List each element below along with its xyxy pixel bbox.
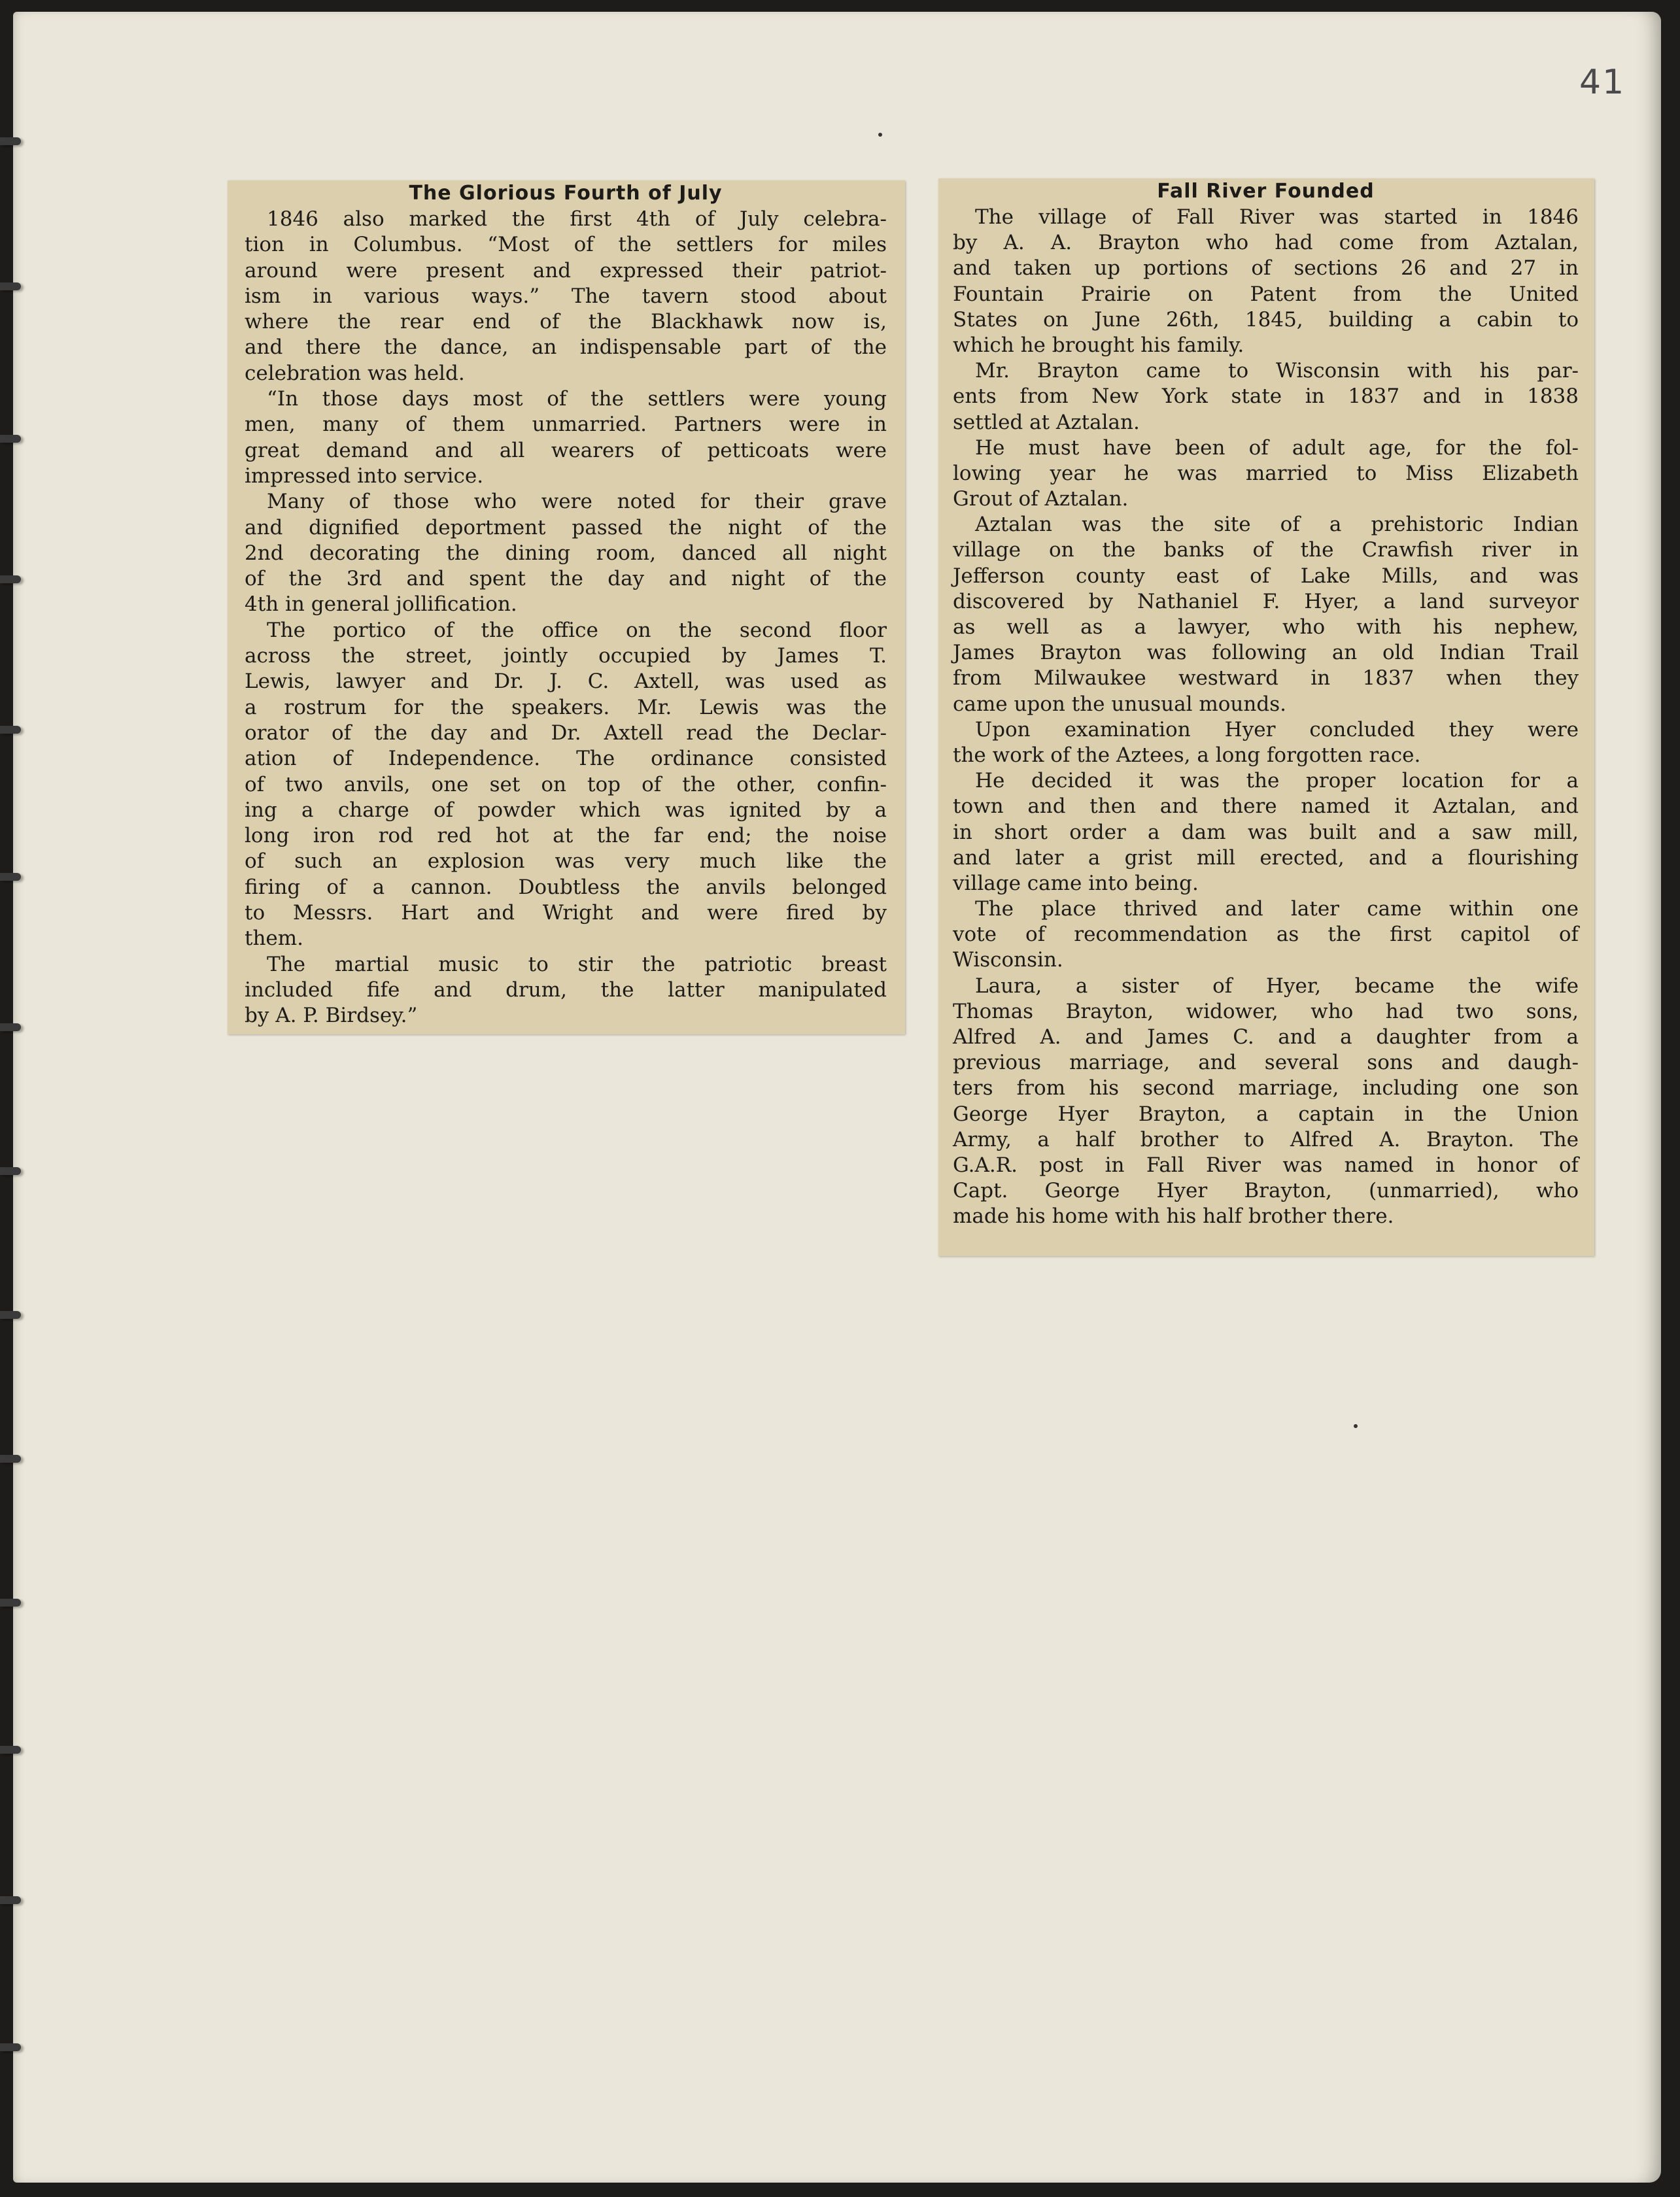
article-line: village came into being. [953, 871, 1199, 895]
article-line: lowing year he was married to Miss Elizabeth [953, 461, 1579, 485]
article-line: ing a charge of powder which was ignited by a [245, 798, 887, 822]
page-speck [1354, 1424, 1358, 1428]
binding-hole [0, 137, 21, 145]
article-line: to Messrs. Hart and Wright and were fired by [245, 901, 887, 925]
article-line: Grout of Aztalan. [953, 487, 1129, 511]
article-line: town and then and there named it Aztalan, and [953, 794, 1579, 819]
article-line: of the 3rd and spent the day and night of the [245, 567, 887, 591]
clipping-headline: The Glorious Fourth of July [409, 182, 723, 205]
article-line: previous marriage, and several sons and daugh- [953, 1051, 1579, 1075]
article-line: and later a grist mill erected, and a flourishing [953, 845, 1579, 870]
article-line: men, many of them unmarried. Partners were in [245, 413, 887, 437]
clipping-headline: Fall River Founded [1157, 180, 1375, 203]
page-speck [878, 133, 882, 137]
article-line: the work of the Aztees, a long forgotten race. [953, 743, 1421, 767]
article-line: 2nd decorating the dining room, danced all night [245, 541, 887, 565]
article-line: The portico of the office on the second floor [267, 618, 887, 642]
article-line: which he brought his family. [953, 333, 1244, 357]
binding-hole [0, 726, 21, 734]
binding-hole [0, 575, 21, 583]
article-line: of two anvils, one set on top of the other, confin- [245, 772, 887, 796]
article-line: discovered by Nathaniel F. Hyer, a land surveyor [953, 589, 1579, 613]
article-line: Many of those who were noted for their grave [267, 490, 887, 514]
binding-hole [0, 2043, 21, 2051]
article-line: where the rear end of the Blackhawk now is, [245, 310, 887, 334]
article-line: He decided it was the proper location for a [975, 769, 1579, 793]
binding-hole [0, 1311, 21, 1319]
article-line: orator of the day and Dr. Axtell read the Declar- [245, 721, 887, 745]
article-line: Wisconsin. [953, 948, 1063, 972]
article-line: Jefferson county east of Lake Mills, and was [953, 564, 1579, 588]
article-line: of such an explosion was very much like the [245, 849, 887, 874]
article-line: Laura, a sister of Hyer, became the wife [975, 974, 1579, 998]
clipping-glorious-fourth [228, 180, 905, 1034]
article-line: celebration was held. [245, 361, 465, 385]
article-line: Capt. George Hyer Brayton, (unmarried), who [953, 1179, 1579, 1203]
binding-hole [0, 1599, 21, 1607]
article-line: around were present and expressed their patriot- [245, 258, 887, 282]
clipping-body [245, 207, 887, 1029]
article-line: ation of Independence. The ordinance consisted [245, 747, 887, 771]
article-line: long iron rod red hot at the far end; the noise [245, 824, 887, 848]
binding-hole [0, 873, 21, 881]
binding-hole [0, 1896, 21, 1904]
article-line: The village of Fall River was started in 1846 [975, 205, 1579, 229]
article-line: across the street, jointly occupied by James T. [245, 644, 887, 668]
article-line: The place thrived and later came within one [975, 897, 1579, 921]
article-line: and taken up portions of sections 26 and 27 in [953, 256, 1579, 281]
article-line: Alfred A. and James C. and a daughter from a [953, 1025, 1579, 1049]
article-line: Fountain Prairie on Patent from the United [953, 282, 1579, 306]
article-line: ents from New York state in 1837 and in 1838 [953, 384, 1579, 409]
binding-hole [0, 1023, 21, 1031]
binding-hole [0, 1746, 21, 1754]
article-line: them. [245, 927, 304, 951]
article-line: a rostrum for the speakers. Mr. Lewis was the [245, 695, 887, 719]
article-line: by A. P. Birdsey.” [245, 1004, 418, 1028]
scrapbook-page [13, 12, 1661, 2183]
article-line: vote of recommendation as the first capitol of [953, 923, 1579, 947]
article-line: States on June 26th, 1845, building a cabin to [953, 307, 1579, 332]
article-line: tion in Columbus. “Most of the settlers for miles [245, 233, 887, 257]
article-line: in short order a dam was built and a saw mill, [953, 820, 1579, 844]
article-line: firing of a cannon. Doubtless the anvils belonged [245, 875, 887, 899]
clipping-fall-river-founded [938, 179, 1594, 1256]
article-line: by A. A. Brayton who had come from Aztalan, [953, 231, 1579, 255]
article-line: Mr. Brayton came to Wisconsin with his par- [975, 359, 1579, 383]
binding-hole [0, 1455, 21, 1463]
article-line: Aztalan was the site of a prehistoric Indian [975, 513, 1579, 537]
article-line: settled at Aztalan. [953, 410, 1140, 434]
article-line: George Hyer Brayton, a captain in the Union [953, 1102, 1579, 1126]
article-line: G.A.R. post in Fall River was named in honor of [953, 1153, 1579, 1177]
article-line: from Milwaukee westward in 1837 when they [953, 666, 1579, 690]
binding-hole [0, 435, 21, 443]
article-line: Thomas Brayton, widower, who had two sons, [953, 999, 1579, 1023]
article-line: ism in various ways.” The tavern stood about [245, 284, 887, 308]
article-line: ters from his second marriage, including one son [953, 1076, 1579, 1100]
article-line: Lewis, lawyer and Dr. J. C. Axtell, was used as [245, 670, 887, 694]
page-number: 41 [1579, 63, 1626, 102]
article-line: made his home with his half brother there. [953, 1204, 1394, 1229]
article-line: The martial music to stir the patriotic breast [267, 952, 887, 976]
article-line: included fife and drum, the latter manipulated [245, 978, 887, 1002]
article-line: James Brayton was following an old Indian Trail [953, 641, 1579, 665]
article-line: and dignified deportment passed the night of the [245, 515, 887, 539]
article-line: came upon the unusual mounds. [953, 692, 1286, 716]
binding-hole [0, 282, 21, 290]
article-line: great demand and all wearers of petticoats were [245, 438, 887, 462]
article-line: impressed into service. [245, 464, 484, 488]
article-line: village on the banks of the Crawfish river in [953, 538, 1579, 562]
article-line: Army, a half brother to Alfred A. Brayton. The [953, 1127, 1579, 1151]
clipping-body [953, 205, 1579, 1230]
article-line: and there the dance, an indispensable part of the [245, 335, 887, 360]
article-line: 4th in general jollification. [245, 592, 517, 617]
binding-hole [0, 1167, 21, 1175]
article-line: as well as a lawyer, who with his nephew, [953, 615, 1579, 639]
article-line: Upon examination Hyer concluded they were [975, 717, 1579, 741]
article-line: “In those days most of the settlers were young [267, 387, 887, 411]
article-line: He must have been of adult age, for the fol- [975, 435, 1579, 460]
article-line: 1846 also marked the first 4th of July celebra- [267, 207, 887, 231]
